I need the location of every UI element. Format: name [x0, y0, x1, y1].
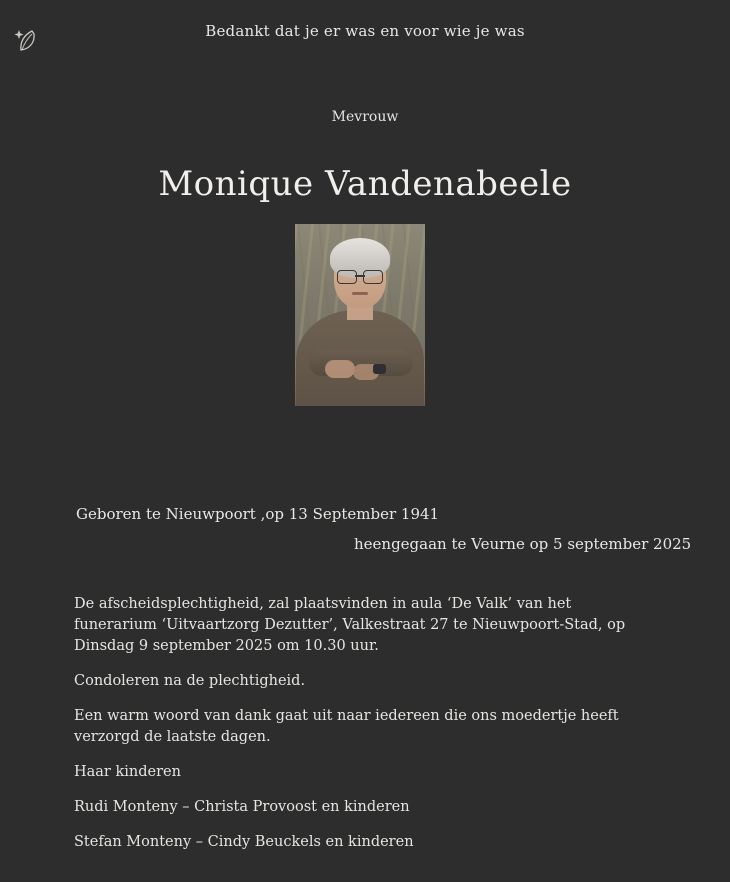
deceased-name: Monique Vandenabeele	[158, 164, 572, 204]
portrait-photo	[295, 224, 425, 406]
death-line: heengegaan te Veurne op 5 september 2025	[354, 535, 692, 553]
header-tagline: Bedankt dat je er was en voor wie je was	[205, 22, 525, 40]
paragraph-child-2: Stefan Monteny – Cindy Beuckels en kinderen	[74, 834, 414, 850]
paragraph-child-1: Rudi Monteny – Christa Provoost en kinderen	[74, 799, 410, 815]
paragraph-children-heading: Haar kinderen	[74, 764, 181, 780]
salutation: Mevrouw	[331, 109, 399, 125]
paragraph-thanks: Een warm woord van dank gaat uit naar iedereen die ons moedertje heeft verzorgd de laatste dagen.	[74, 708, 619, 745]
announcement-text	[74, 594, 654, 867]
paragraph-ceremony: De afscheidsplechtigheid, zal plaatsvinden in aula ‘De Valk’ van het funerarium ‘Uitvaartzorg Dezutter’, Valkestraat 27 te Nieuwpoort-Stad, op Dinsdag 9 september 2025 om 10.30 uur.	[74, 596, 626, 654]
portrait-watch	[373, 364, 386, 374]
portrait-mouth	[352, 292, 368, 295]
portrait-glasses-icon	[337, 270, 383, 282]
paragraph-condolences: Condoleren na de plechtigheid.	[74, 673, 306, 689]
portrait-hand-left	[325, 360, 355, 378]
birth-line: Geboren te Nieuwpoort ,op 13 September 1941	[76, 505, 440, 523]
